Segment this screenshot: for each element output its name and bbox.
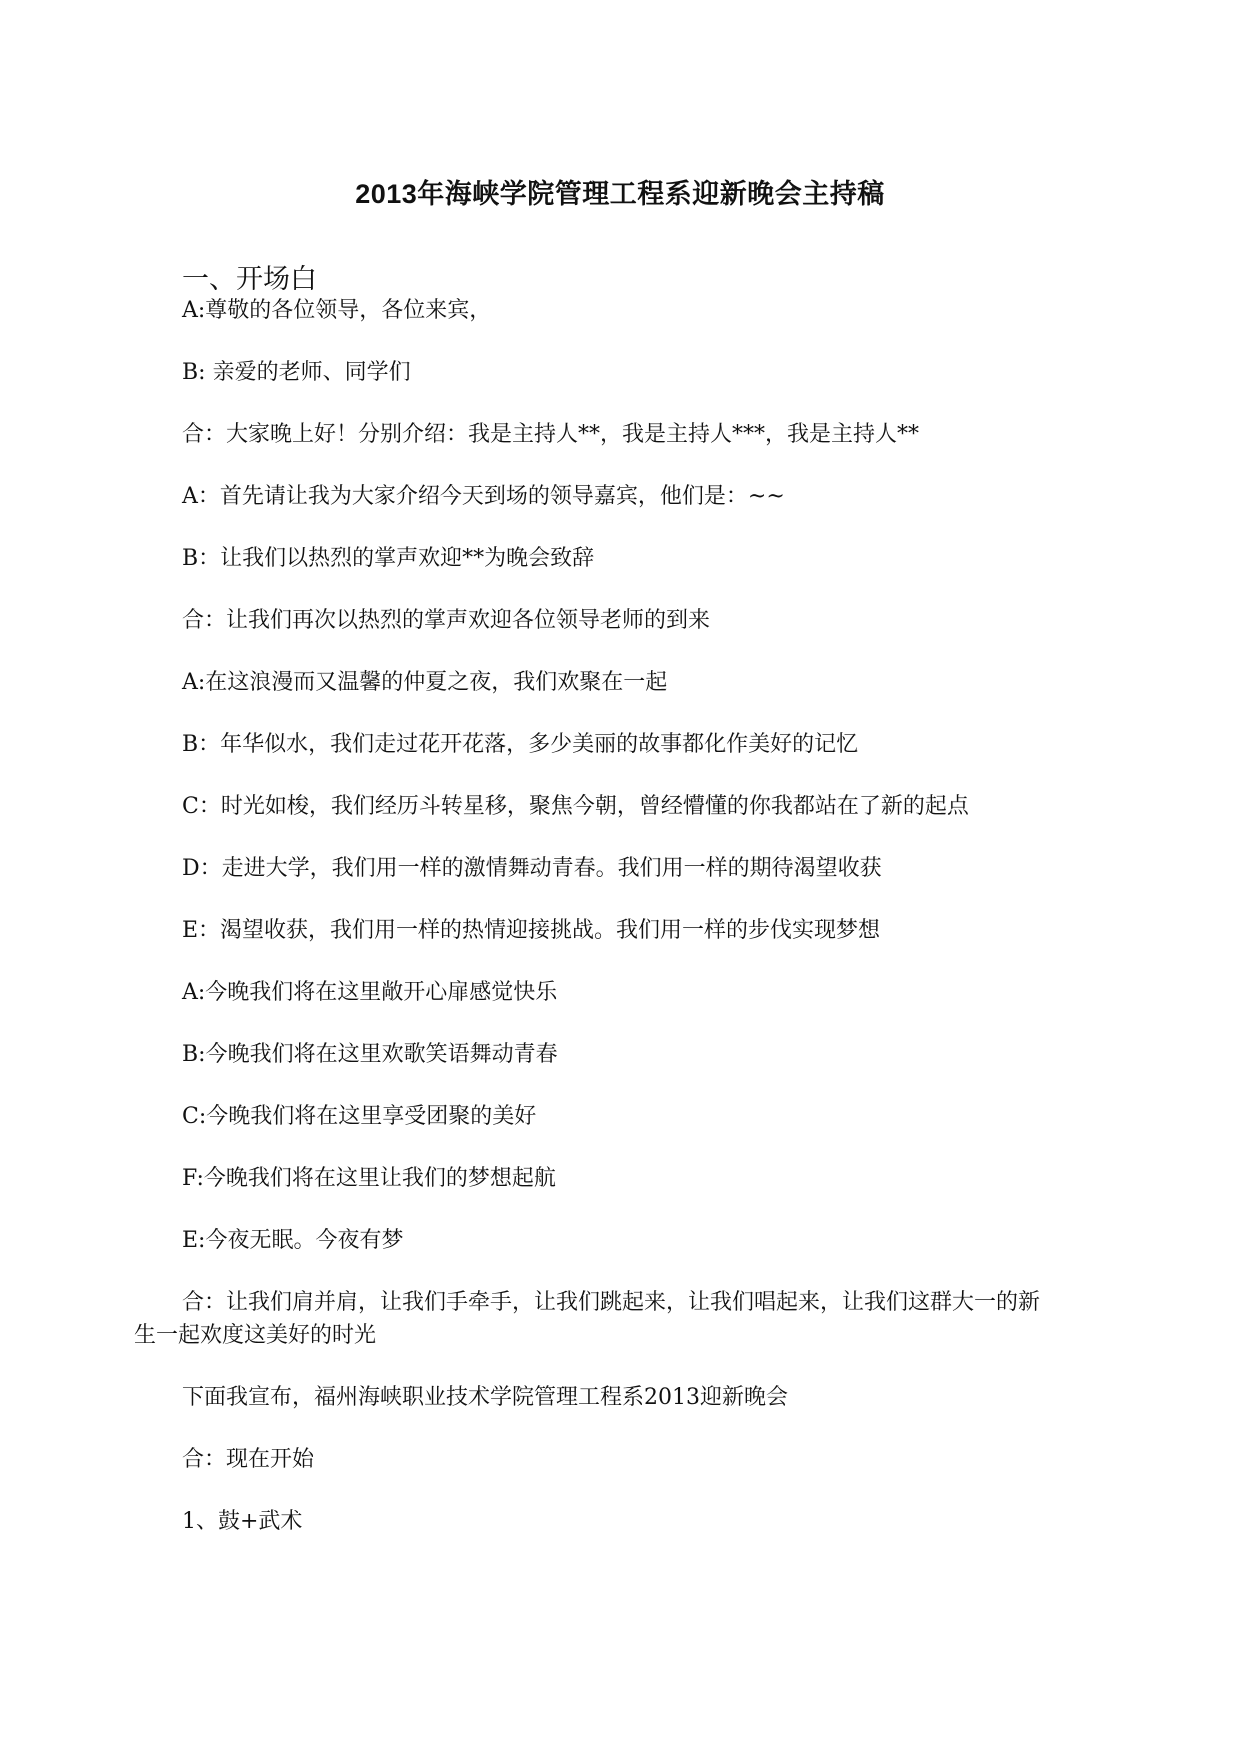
paragraph: B:今晚我们将在这里欢歌笑语舞动青春 (182, 1042, 558, 1067)
document-body (134, 294, 1060, 1567)
paragraph: 合：让我们肩并肩，让我们手牵手，让我们跳起来，让我们唱起来，让我们这群大一的新生一起欢度这美好的时光 (134, 1290, 1041, 1348)
paragraph: A:在这浪漫而又温馨的仲夏之夜，我们欢聚在一起 (182, 670, 668, 695)
paragraph: C：时光如梭，我们经历斗转星移，聚焦今朝，曾经懵懂的你我都站在了新的起点 (182, 794, 969, 819)
paragraph: 1、鼓+武术 (182, 1509, 303, 1534)
paragraph: A:尊敬的各位领导，各位来宾， (182, 298, 492, 323)
paragraph: 下面我宣布，福州海峡职业技术学院管理工程系2013迎新晚会 (182, 1385, 788, 1410)
document-title: 2013年海峡学院管理工程系迎新晚会主持稿 (355, 179, 885, 209)
paragraph: 合：大家晚上好！分别介绍：我是主持人**，我是主持人***，我是主持人** (182, 422, 920, 447)
section-heading: 一、开场白 (182, 264, 317, 295)
paragraph: A：首先请让我为大家介绍今天到场的领导嘉宾，他们是：~~ (182, 484, 785, 509)
paragraph: B：年华似水，我们走过花开花落，多少美丽的故事都化作美好的记忆 (182, 732, 859, 757)
paragraph: D：走进大学，我们用一样的激情舞动青春。我们用一样的期待渴望收获 (182, 856, 882, 881)
paragraph: 合：现在开始 (182, 1447, 315, 1472)
paragraph: E：渴望收获，我们用一样的热情迎接挑战。我们用一样的步伐实现梦想 (182, 918, 881, 943)
paragraph: 合：让我们再次以热烈的掌声欢迎各位领导老师的到来 (182, 608, 711, 633)
paragraph: C:今晚我们将在这里享受团聚的美好 (182, 1104, 537, 1129)
paragraph: E:今夜无眠。今夜有梦 (182, 1228, 404, 1253)
paragraph: A:今晚我们将在这里敞开心扉感觉快乐 (182, 980, 558, 1005)
paragraph: B: 亲爱的老师、同学们 (182, 360, 411, 385)
paragraph: F:今晚我们将在这里让我们的梦想起航 (182, 1166, 556, 1191)
paragraph: B：让我们以热烈的掌声欢迎**为晚会致辞 (182, 546, 595, 571)
